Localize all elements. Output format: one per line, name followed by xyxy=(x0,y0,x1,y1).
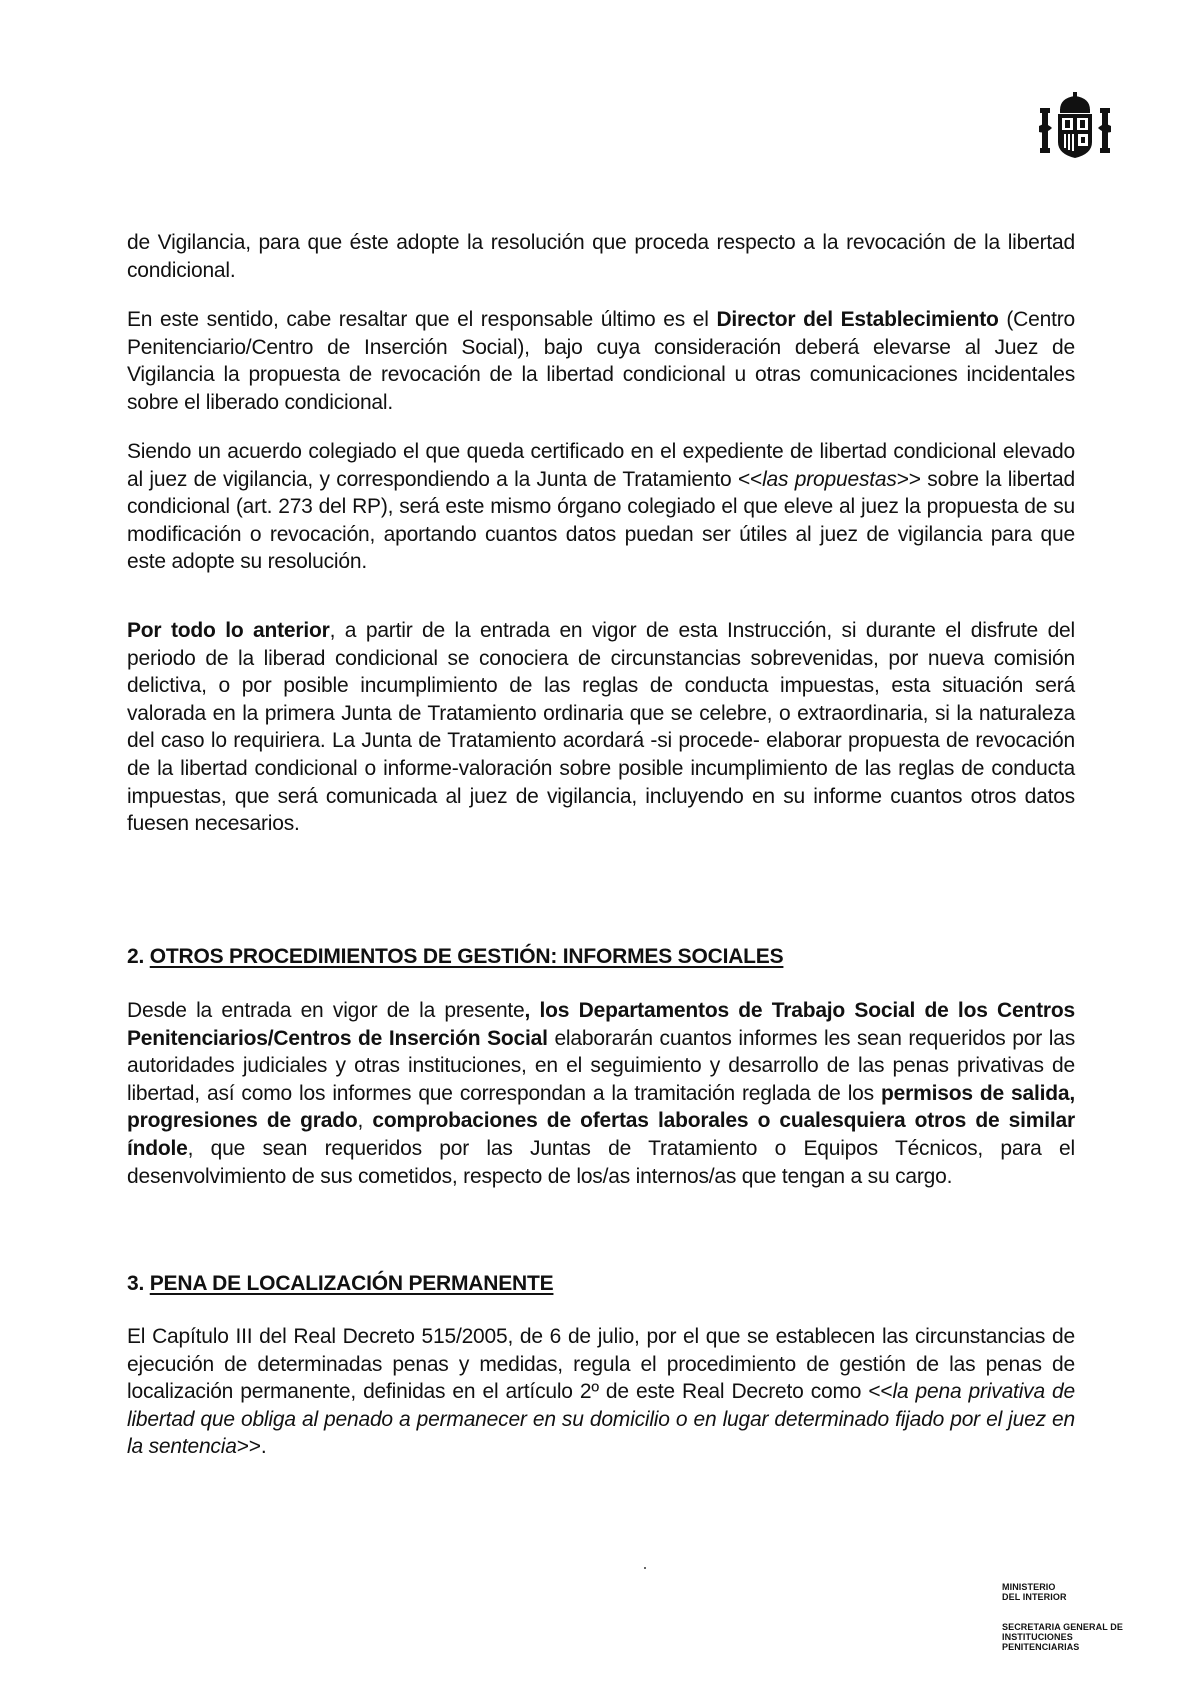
paragraph-localizacion-permanente xyxy=(127,1323,1075,1461)
italic-run: la pena privativa de libertad que obliga al penado a permanecer en su domicilio o en lugar determinado fijado por el juez en la sentencia xyxy=(127,1380,1075,1459)
text-run: , xyxy=(357,1109,373,1133)
section-heading-3 xyxy=(127,1272,553,1296)
bold-run: Director del Establecimiento xyxy=(716,308,999,331)
footer-secretariat xyxy=(1002,1622,1123,1652)
paragraph-text: de Vigilancia, para que éste adopte la resolución que proceda respecto a la revocación de la libertad condicional. xyxy=(127,231,1075,282)
footer-line: SECRETARIA GENERAL DE xyxy=(1002,1622,1123,1632)
text-run: , a partir de la entrada en vigor de esta Instrucción, si durante el disfrute del periodo de la liberad condicional se conociera de circunstancias sobrevenidas, por nueva comisión delictiva, o por posible incumplimiento de las reglas de conducta impuestas, esta situación será valorada en la primera Junta de Tratamiento ordinaria que se celebre, o extraordinaria, si la naturaleza del caso lo requiriera. La Junta de Tratamiento acordará -si procede- elaborar propuesta de revocación de la libertad condicional o informe-valoración sobre posible incumplimiento de las reglas de conducta impuestas, que será comunicada al juez de vigilancia, incluyendo en su informe cuantos otros datos fuesen necesarios. xyxy=(127,619,1075,836)
bold-run: , los Departamentos de Trabajo Social de los Centros Penitenciarios/Centros de Inserción Social xyxy=(127,999,1075,1050)
bold-run: permisos de salida, progresiones de grado xyxy=(127,1081,1075,1133)
text-run: , que sean requeridos por las Juntas de Tratamiento o Equipos Técnicos, para el desenvolvimiento de sus cometidos, respecto de los/as internos/as que tengan a su cargo. xyxy=(127,1136,1075,1188)
heading-number: 3. xyxy=(127,1272,150,1295)
scan-speck xyxy=(644,1567,646,1569)
text-run: elaborarán cuantos informes les sean requeridos por las autoridades judiciales y otras instituciones, en el seguimiento y desarrollo de las penas privativas de libertad, así como los informes que correspondan a la tramitación reglada de los xyxy=(127,1026,1075,1105)
bold-run: Por todo lo anterior xyxy=(127,619,330,642)
paragraph-informes-sociales xyxy=(127,997,1075,1190)
heading-title: PENA DE LOCALIZACIÓN PERMANENTE xyxy=(149,1272,554,1295)
heading-number: 2. xyxy=(127,945,150,968)
paragraph-por-todo-lo-anterior xyxy=(127,617,1075,838)
footer-line: MINISTERIO xyxy=(1002,1582,1056,1592)
section-heading-2 xyxy=(127,945,783,969)
heading-title: OTROS PROCEDIMIENTOS DE GESTIÓN: INFORMES SOCIALES xyxy=(149,945,784,968)
text-run: (Centro Penitenciario/Centro de Inserción Social), bajo cuya consideración deberá elevarse al Juez de Vigilancia la propuesta de revocación de la libertad condicional u otras comunicaciones incidentales sobre el liberado condicional. xyxy=(127,308,1075,414)
text-run: El Capítulo III del Real Decreto 515/2005, de 6 de julio, por el que se establecen las circunstancias de ejecución de determinadas penas y medidas, regula el procedimiento de gestión de las penas de localización permanente, definidas en el artículo 2º de este Real Decreto como << xyxy=(127,1325,1075,1404)
spanish-coat-of-arms-icon xyxy=(1038,92,1112,160)
text-run: En este sentido, cabe resaltar que el responsable último es el xyxy=(127,308,717,331)
text-run: Desde la entrada en vigor de la presente xyxy=(127,999,525,1022)
footer-ministry xyxy=(1002,1582,1067,1602)
text-run: Siendo un acuerdo colegiado el que queda certificado en el expediente de libertad condicional elevado al juez de vigilancia, y correspondiendo a la Junta de Tratamiento << xyxy=(127,440,1075,491)
text-run: >>. xyxy=(236,1435,267,1459)
italic-run: las propuestas xyxy=(762,467,897,491)
footer-line: INSTITUCIONES xyxy=(1002,1632,1073,1642)
footer-line: PENITENCIARIAS xyxy=(1002,1642,1080,1652)
paragraph-collegiate-agreement xyxy=(127,438,1075,576)
paragraph-continuation xyxy=(127,229,1075,284)
text-run: >> sobre la libertad condicional (art. 273 del RP), será este mismo órgano colegiado el que eleve al juez la propuesta de su modificación o revocación, aportando cuantos datos puedan ser útiles al juez de vigilancia para que este adopte su resolución. xyxy=(127,467,1075,574)
footer-line: DEL INTERIOR xyxy=(1002,1592,1067,1602)
bold-run: comprobaciones de ofertas laborales o cualesquiera otros de similar índole xyxy=(127,1109,1075,1160)
paragraph-director-responsibility xyxy=(127,306,1075,416)
